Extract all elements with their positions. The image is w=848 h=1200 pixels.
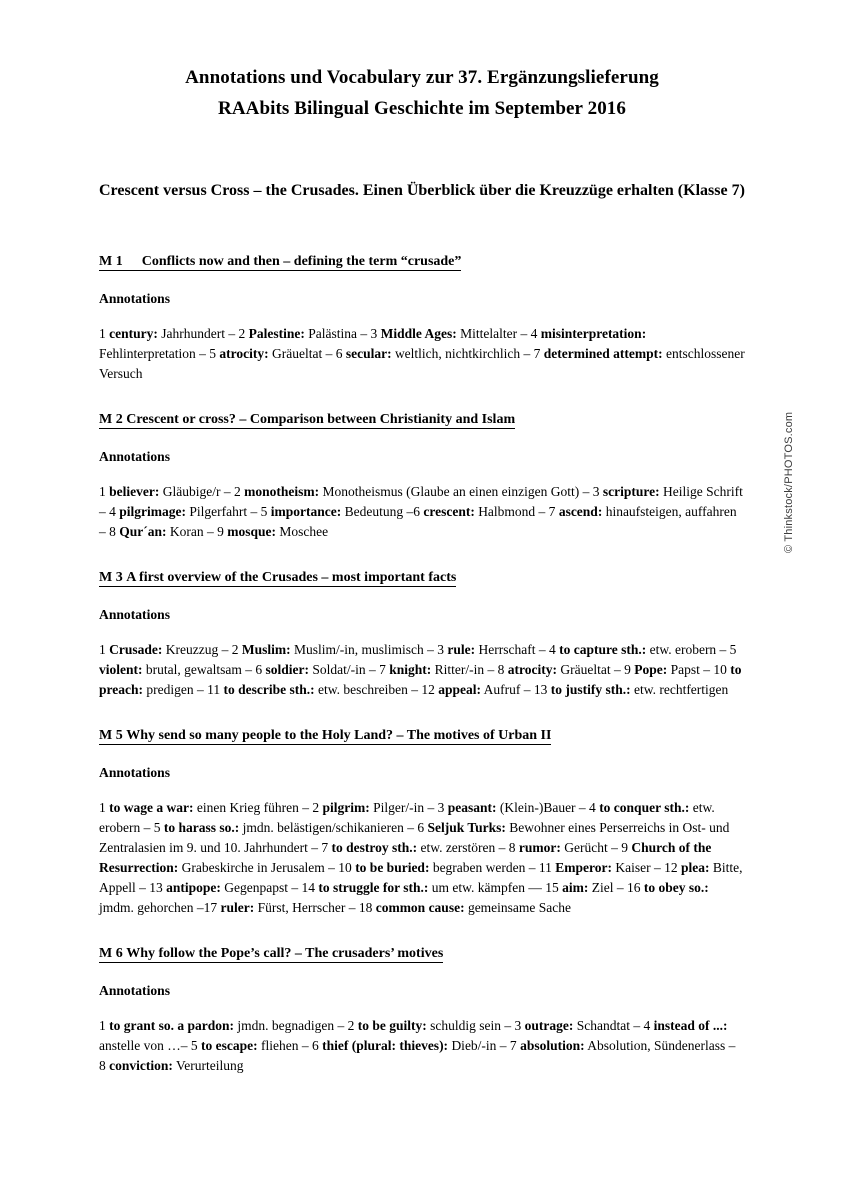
sections [99, 252, 745, 1076]
title-line-2: RAAbits Bilingual Geschichte im September 2016 [218, 98, 626, 119]
section-heading [99, 252, 745, 272]
section-heading [99, 410, 745, 430]
section-heading-underline [99, 570, 456, 587]
annotations-body: 1 believer: Gläubige/r – 2 monotheism: Monotheismus (Glaube an einen einzigen Gott) – 3 scripture: Heilige Schrift – 4 pilgrimage: Pilgerfahrt – 5 importance: Bedeutung –6 crescent: Halbmond – 7 ascend: hinaufsteigen, auffahren – 8 Qur´an: Koran – 9 mosque: Moschee [99, 484, 743, 539]
section-heading-underline [99, 946, 443, 963]
section-m3 [99, 568, 745, 700]
title-line-1: Annotations und Vocabulary zur 37. Ergänzungslieferung [185, 67, 659, 88]
annotations-label: Annotations [99, 607, 171, 622]
section-title: Why follow the Pope’s call? – The crusaders’ motives [126, 946, 444, 961]
annotations-label: Annotations [99, 983, 171, 998]
section-heading [99, 726, 745, 746]
section-m1 [99, 252, 745, 384]
annotations-label: Annotations [99, 765, 171, 780]
section-title: Crescent or cross? – Comparison between Christianity and Islam [126, 412, 516, 427]
section-heading [99, 568, 745, 588]
section-title: A first overview of the Crusades – most important facts [126, 570, 457, 585]
photo-credit: © Thinkstock/PHOTOS.com [783, 411, 795, 553]
section-label: M 6 [99, 946, 123, 961]
section-m2 [99, 410, 745, 542]
section-label: M 2 [99, 412, 123, 427]
section-heading [99, 944, 745, 964]
section-heading-underline [99, 728, 551, 745]
annotations-body: 1 to wage a war: einen Krieg führen – 2 pilgrim: Pilger/-in – 3 peasant: (Klein-)Bauer – 4 to conquer sth.: etw. erobern – 5 to harass so.: jmdn. belästigen/schikanieren – 6 Seljuk Turks: Bewohner eines Perserreichs in Ost- und Zentralasien im 9. und 10. Jahrhundert – 7 to destroy sth.: etw. zerstören – 8 rumor: Gerücht – 9 Church of the Resurrection: Grabeskirche in Jerusalem – 10 to be buried: begraben werden – 11 Emperor: Kaiser – 12 plea: Bitte, Appell – 13 antipope: Gegenpapst – 14 to struggle for sth.: um etw. kämpfen — 15 aim: Ziel – 16 to obey so.: jmdm. gehorchen –17 ruler: Fürst, Herrscher – 18 common cause: gemeinsame Sache [99, 800, 743, 915]
annotations-body: 1 to grant so. a pardon: jmdn. begnadigen – 2 to be guilty: schuldig sein – 3 outrage: Schandtat – 4 instead of ...: anstelle von …– 5 to escape: fliehen – 6 thief (plural: thieves): Dieb/-in – 7 absolution: Absolution, Sündenerlass – 8 conviction: Verurteilung [99, 1018, 736, 1073]
section-label: M 3 [99, 570, 123, 585]
section-m5 [99, 726, 745, 918]
section-heading-underline [99, 412, 515, 429]
annotations-body: 1 century: Jahrhundert – 2 Palestine: Palästina – 3 Middle Ages: Mittelalter – 4 misinterpretation: Fehlinterpretation – 5 atrocity: Gräueltat – 6 secular: weltlich, nichtkirchlich – 7 determined attempt: entschlossener Versuch [99, 326, 745, 381]
section-title: Conflicts now and then – defining the term “crusade” [141, 254, 462, 269]
annotations-body: 1 Crusade: Kreuzzug – 2 Muslim: Muslim/-in, muslimisch – 3 rule: Herrschaft – 4 to capture sth.: etw. erobern – 5 violent: brutal, gewaltsam – 6 soldier: Soldat/-in – 7 knight: Ritter/-in – 8 atrocity: Gräueltat – 9 Pope: Papst – 10 to preach: predigen – 11 to describe sth.: etw. beschreiben – 12 appeal: Aufruf – 13 to justify sth.: etw. rechtfertigen [99, 642, 742, 697]
annotations-label: Annotations [99, 291, 171, 306]
section-heading-underline [99, 254, 461, 271]
section-label: M 1 [99, 254, 123, 269]
document-subtitle: Crescent versus Cross – the Crusades. Einen Überblick über die Kreuzzüge erhalten (Klasse 7) [99, 182, 745, 199]
document-title [99, 62, 745, 124]
section-label: M 5 [99, 728, 123, 743]
section-title: Why send so many people to the Holy Land? – The motives of Urban II [126, 728, 552, 743]
annotations-label: Annotations [99, 449, 171, 464]
section-m6 [99, 944, 745, 1076]
